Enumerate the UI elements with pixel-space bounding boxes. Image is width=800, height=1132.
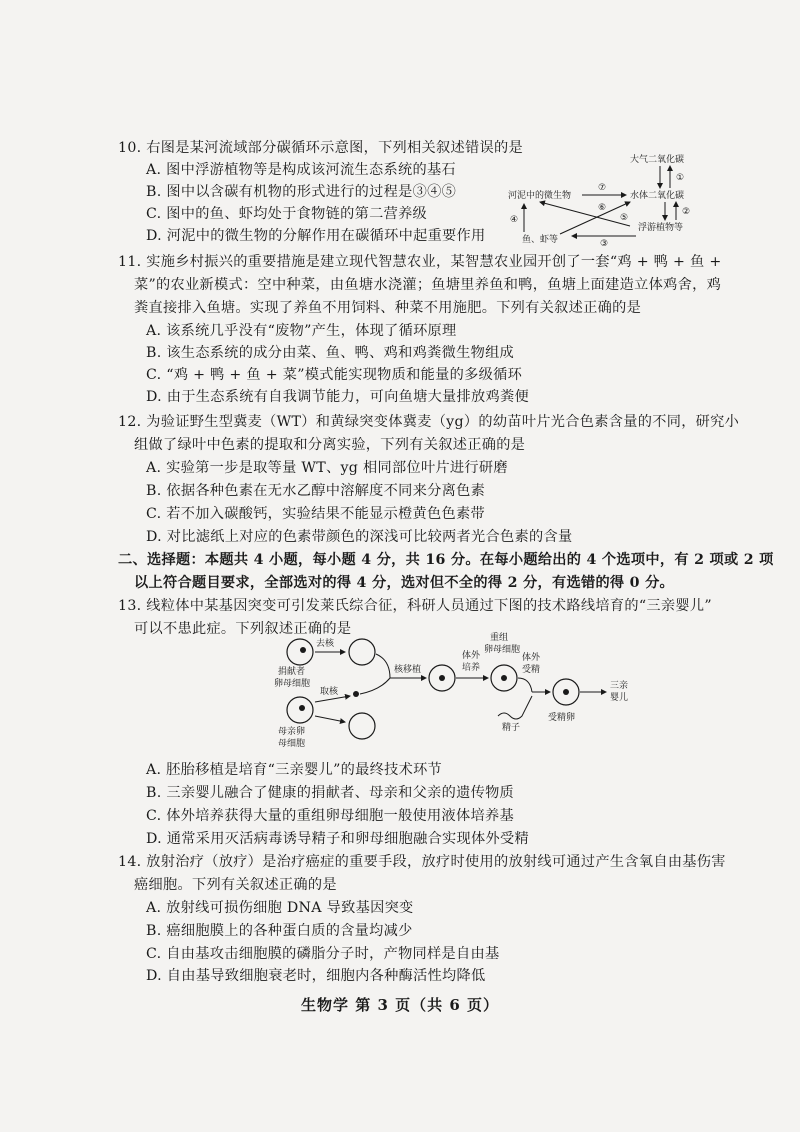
- q10-stem: 10. 右图是某河流域部分碳循环示意图，下列相关叙述错误的是: [118, 140, 523, 156]
- q10-option-c: C. 图中的鱼、虾均处于食物链的第二营养级: [146, 206, 428, 222]
- donor-egg: [287, 639, 313, 665]
- node-plankton: 浮游植物等: [638, 223, 684, 233]
- label-nt: 核移植: [394, 665, 422, 675]
- label-culture-2: 培养: [462, 663, 481, 673]
- q12-option-c: C. 若不加入碳酸钙，实验结果不能显示橙黄色色素带: [146, 506, 485, 522]
- q11-stem-line3: 粪直接排入鱼塘。实现了养鱼不用饲料、种菜不用施肥。下列有关叙述正确的是: [134, 300, 642, 316]
- merge-lines: [360, 654, 390, 694]
- mother-nucleus: [299, 705, 305, 711]
- node-microbes: 河泥中的微生物: [508, 191, 572, 201]
- label-take-nucleus: 取核: [320, 687, 339, 697]
- label-recomb-1: 重组: [490, 633, 509, 643]
- q10-option-d: D. 河泥中的微生物的分解作用在碳循环中起重要作用: [146, 228, 486, 244]
- zygote-nucleus: [563, 689, 569, 695]
- label-n1: ①: [676, 173, 685, 183]
- q13-stem-line1: 13. 线粒体中某基因突变可引发莱氏综合征，科研人员通过下图的技术路线培育的“三亲婴儿”: [118, 598, 712, 614]
- label-ivf-2: 受精: [522, 665, 541, 675]
- q12-stem-line2: 组做了绿叶中色素的提取和分离实验，下列有关叙述正确的是: [134, 437, 526, 453]
- node-fish: 鱼、虾等: [522, 235, 559, 245]
- extracted-nucleus: [353, 691, 359, 697]
- section2-line1: 二、选择题：本题共 4 小题，每小题 4 分，共 16 分。在每小题给出的 4 个选项中，有 2 项或 2 项: [118, 552, 774, 568]
- donor-nucleus: [300, 647, 306, 653]
- reconstructed-nucleus-2: [501, 675, 507, 681]
- label-baby-2: 婴儿: [610, 693, 629, 703]
- label-n2: ②: [682, 207, 691, 217]
- q14-stem-line1: 14. 放射治疗（放疗）是治疗癌症的重要手段，放疗时使用的放射线可通过产生含氧自由基伤害: [118, 854, 726, 870]
- q13-option-c: C. 体外培养获得大量的重组卵母细胞一般使用液体培养基: [146, 808, 514, 824]
- mother-enucleated: [349, 713, 375, 739]
- q13-stem-line2: 可以不患此症。下列叙述正确的是: [134, 621, 352, 637]
- section2-line2: 以上符合题目要求，全部选对的得 4 分，选对但不全的得 2 分，有选错的得 0 分。: [134, 575, 675, 591]
- enucleated-egg: [349, 639, 375, 665]
- label-culture-1: 体外: [462, 651, 481, 661]
- node-atmosphere: 大气二氧化碳: [630, 155, 685, 165]
- label-n7: ⑦: [598, 183, 607, 193]
- q11-option-d: D. 由于生态系统有自我调节能力，可向鱼塘大量排放鸡粪便: [146, 389, 529, 405]
- q10-option-a: A. 图中浮游植物等是构成该河流生态系统的基石: [146, 162, 456, 178]
- q14-option-c: C. 自由基攻击细胞膜的磷脂分子时，产物同样是自由基: [146, 946, 500, 962]
- label-recomb-2: 卵母细胞: [484, 645, 521, 655]
- label-n6: ⑥: [598, 203, 607, 213]
- label-n5: ⑤: [620, 213, 629, 223]
- q13-option-d: D. 通常采用灭活病毒诱导精子和卵母细胞融合实现体外受精: [146, 831, 529, 847]
- q12-option-a: A. 实验第一步是取等量 WT、yg 相同部位叶片进行研磨: [146, 460, 508, 476]
- carbon-cycle-diagram: [500, 150, 720, 250]
- q11-option-a: A. 该系统几乎没有“废物”产生，体现了循环原理: [146, 323, 457, 339]
- q11-option-c: C. “鸡 + 鸭 + 鱼 + 菜”模式能实现物质和能量的多级循环: [146, 367, 523, 383]
- label-remove-nucleus: 去核: [316, 639, 335, 649]
- label-n3: ③: [600, 239, 609, 249]
- label-mother-1: 母亲卵: [278, 727, 306, 737]
- q14-option-b: B. 癌细胞膜上的各种蛋白质的含量均减少: [146, 923, 413, 939]
- label-mother-2: 母细胞: [278, 739, 306, 749]
- label-donor-1: 捐献者: [278, 667, 306, 677]
- label-ivf-1: 体外: [522, 653, 541, 663]
- label-baby-1: 三亲: [610, 681, 629, 691]
- q14-option-d: D. 自由基导致细胞衰老时，细胞内各种酶活性均降低: [146, 968, 486, 984]
- label-sperm: 精子: [502, 723, 521, 733]
- arrow-mother-remain: [315, 716, 345, 722]
- q12-stem-line1: 12. 为验证野生型冀麦（WT）和黄绿突变体冀麦（yg）的幼苗叶片光合色素含量的不同，研究小: [118, 414, 740, 430]
- q13-option-b: B. 三亲婴儿融合了健康的捐献者、母亲和父亲的遗传物质: [146, 785, 515, 801]
- q14-stem-line2: 癌细胞。下列有关叙述正确的是: [134, 877, 337, 893]
- page-footer: 生物学 第 3 页（共 6 页）: [301, 996, 499, 1014]
- reconstructed-nucleus-1: [439, 675, 445, 681]
- q10-option-b: B. 图中以含碳有机物的形式进行的过程是③④⑤: [146, 184, 457, 200]
- q11-stem-line2: 菜”的农业新模式：空中种菜，由鱼塘水浇灌；鱼塘里养鱼和鸭，鱼塘上面建造立体鸡舍，鸡: [134, 277, 722, 293]
- label-donor-2: 卵母细胞: [274, 679, 311, 689]
- node-water: 水体二氧化碳: [630, 191, 685, 201]
- label-n4: ④: [510, 215, 519, 225]
- q12-option-b: B. 依据各种色素在无水乙醇中溶解度不同来分离色素: [146, 483, 486, 499]
- sperm-shape: [498, 696, 532, 719]
- q12-option-d: D. 对比滤纸上对应的色素带颜色的深浅可比较两者光合色素的含量: [146, 529, 573, 545]
- q13-option-a: A. 胚胎移植是培育“三亲婴儿”的最终技术环节: [146, 762, 443, 778]
- ivf-line: [518, 678, 532, 692]
- q11-stem-line1: 11. 实施乡村振兴的重要措施是建立现代智慧农业，某智慧农业园开创了一套“鸡 + 鸭 + 鱼 +: [118, 254, 722, 270]
- label-zygote: 受精卵: [548, 713, 576, 723]
- three-parent-baby-diagram: [240, 630, 629, 755]
- q14-option-a: A. 放射线可损伤细胞 DNA 导致基因突变: [146, 900, 414, 916]
- q11-option-b: B. 该生态系统的成分由菜、鱼、鸭、鸡和鸡粪微生物组成: [146, 345, 515, 361]
